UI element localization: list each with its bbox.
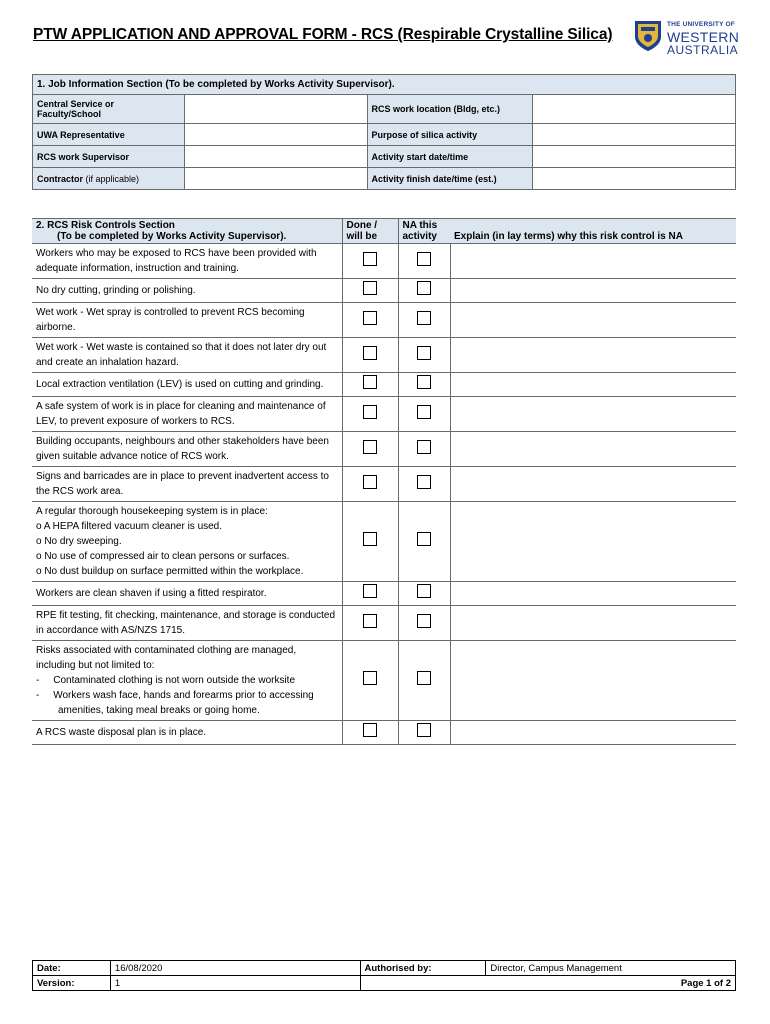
na-checkbox[interactable] — [417, 475, 431, 489]
risk-control-row — [32, 641, 736, 721]
na-checkbox[interactable] — [417, 281, 431, 295]
explain-field[interactable] — [450, 373, 736, 397]
form-title: PTW APPLICATION AND APPROVAL FORM - RCS (Respirable Crystalline Silica) — [33, 26, 613, 43]
explain-field[interactable] — [450, 244, 736, 279]
col-na-line2: activity — [402, 231, 437, 242]
done-cell — [342, 606, 398, 641]
risk-control-text — [32, 721, 342, 745]
done-checkbox[interactable] — [363, 311, 377, 325]
risk-control-main-text: A safe system of work is in place for cleaning and maintenance of LEV, to prevent exposure of workers to RCS. — [36, 401, 326, 427]
done-checkbox[interactable] — [363, 375, 377, 389]
done-checkbox[interactable] — [363, 440, 377, 454]
risk-control-main-text: Local extraction ventilation (LEV) is used on cutting and grinding. — [36, 379, 324, 390]
label-contractor-text: Contractor — [37, 173, 84, 184]
section2-heading — [32, 219, 342, 244]
risk-control-row — [32, 397, 736, 432]
na-checkbox[interactable] — [417, 375, 431, 389]
col-done-line1: Done / — [346, 220, 378, 231]
field-work-supervisor[interactable] — [184, 146, 367, 168]
risk-control-sub-item: o A HEPA filtered vacuum cleaner is used. — [36, 521, 223, 532]
label-contractor-suffix: (if applicable) — [85, 173, 140, 184]
risk-control-text — [32, 606, 342, 641]
explain-field[interactable] — [450, 582, 736, 606]
done-checkbox[interactable] — [363, 346, 377, 360]
explain-field[interactable] — [450, 303, 736, 338]
risk-control-row — [32, 373, 736, 397]
done-cell — [342, 721, 398, 745]
section1-heading: 1. Job Information Section (To be completed by Works Activity Supervisor). — [33, 75, 736, 95]
na-cell — [398, 502, 450, 582]
logo-line2: WESTERN — [667, 28, 740, 45]
field-central-service[interactable] — [184, 95, 367, 124]
label-finish-date: Activity finish date/time (est.) — [367, 168, 533, 190]
version-value: 1 — [110, 976, 360, 991]
risk-control-sub-item: o No dry sweeping. — [36, 536, 122, 547]
na-checkbox[interactable] — [417, 311, 431, 325]
na-checkbox[interactable] — [417, 584, 431, 598]
explain-field[interactable] — [450, 467, 736, 502]
na-checkbox[interactable] — [417, 671, 431, 685]
label-central-service: Central Service or Faculty/School — [33, 95, 185, 124]
explain-field[interactable] — [450, 606, 736, 641]
logo-wordmark — [667, 19, 739, 56]
risk-control-row — [32, 502, 736, 582]
risk-control-main-text: Signs and barricades are in place to prevent inadvertent access to the RCS work area. — [36, 471, 329, 497]
field-work-location[interactable] — [533, 95, 736, 124]
risk-control-bullet: - Workers wash face, hands and forearms prior to accessing amenities, taking meal breaks or going home. — [36, 690, 317, 716]
na-checkbox[interactable] — [417, 614, 431, 628]
risk-control-main-text: Building occupants, neighbours and other stakeholders have been given suitable advance notice of RCS work. — [36, 436, 329, 462]
risk-control-row — [32, 467, 736, 502]
done-checkbox[interactable] — [363, 671, 377, 685]
done-checkbox[interactable] — [363, 584, 377, 598]
explain-field[interactable] — [450, 641, 736, 721]
done-checkbox[interactable] — [363, 252, 377, 266]
done-cell — [342, 641, 398, 721]
page-number: Page 1 of 2 — [360, 976, 735, 991]
explain-field[interactable] — [450, 721, 736, 745]
na-cell — [398, 373, 450, 397]
risk-control-main-text: RPE fit testing, fit checking, maintenance, and storage is conducted in accordance with AS/NZS 1715. — [36, 610, 336, 636]
explain-field[interactable] — [450, 397, 736, 432]
col-done-header — [342, 219, 398, 244]
na-checkbox[interactable] — [417, 440, 431, 454]
na-checkbox[interactable] — [417, 723, 431, 737]
label-uwa-representative: UWA Representative — [33, 124, 185, 146]
job-information-table — [32, 74, 736, 190]
na-cell — [398, 606, 450, 641]
done-cell — [342, 432, 398, 467]
risk-control-text — [32, 279, 342, 303]
done-cell — [342, 303, 398, 338]
na-cell — [398, 397, 450, 432]
date-label: Date: — [33, 961, 111, 976]
col-na-line1: NA this — [402, 220, 438, 231]
risk-control-row — [32, 303, 736, 338]
explain-field[interactable] — [450, 338, 736, 373]
risk-control-main-text: Risks associated with contaminated clothing are managed, including but not limited to: — [36, 645, 297, 671]
na-cell — [398, 303, 450, 338]
risk-control-main-text: A regular thorough housekeeping system is in place: — [36, 506, 268, 517]
risk-control-main-text: No dry cutting, grinding or polishing. — [36, 285, 196, 296]
logo-line1: THE UNIVERSITY OF — [667, 21, 735, 28]
done-cell — [342, 244, 398, 279]
done-checkbox[interactable] — [363, 614, 377, 628]
risk-control-main-text: Workers are clean shaven if using a fitted respirator. — [36, 588, 267, 599]
uwa-logo — [633, 19, 740, 57]
label-work-location: RCS work location (Bldg, etc.) — [367, 95, 533, 124]
risk-control-text — [32, 373, 342, 397]
risk-control-text — [32, 338, 342, 373]
na-cell — [398, 467, 450, 502]
risk-control-text — [32, 303, 342, 338]
risk-control-row — [32, 432, 736, 467]
field-purpose[interactable] — [533, 124, 736, 146]
crest-icon — [633, 19, 663, 53]
na-cell — [398, 582, 450, 606]
done-cell — [342, 373, 398, 397]
field-start-date[interactable] — [533, 146, 736, 168]
na-cell — [398, 432, 450, 467]
label-purpose: Purpose of silica activity — [367, 124, 533, 146]
risk-control-text — [32, 467, 342, 502]
risk-control-sub-item: o No dust buildup on surface permitted within the workplace. — [36, 566, 304, 577]
risk-control-text — [32, 582, 342, 606]
na-checkbox[interactable] — [417, 532, 431, 546]
risk-control-main-text: A RCS waste disposal plan is in place. — [36, 727, 207, 738]
done-cell — [342, 467, 398, 502]
risk-control-bullet: - Contaminated clothing is not worn outside the worksite — [36, 675, 296, 686]
done-checkbox[interactable] — [363, 723, 377, 737]
field-uwa-representative[interactable] — [184, 124, 367, 146]
explain-field[interactable] — [450, 432, 736, 467]
risk-control-text — [32, 244, 342, 279]
na-cell — [398, 244, 450, 279]
risk-control-text — [32, 432, 342, 467]
risk-control-row — [32, 606, 736, 641]
section2-heading-line2: (To be completed by Works Activity Supervisor). — [57, 231, 287, 242]
authorised-label: Authorised by: — [360, 961, 486, 976]
na-checkbox[interactable] — [417, 405, 431, 419]
risk-control-row — [32, 279, 736, 303]
na-cell — [398, 338, 450, 373]
risk-control-text — [32, 502, 342, 582]
risk-control-row — [32, 244, 736, 279]
date-value: 16/08/2020 — [110, 961, 360, 976]
risk-control-main-text: Workers who may be exposed to RCS have been provided with adequate information, instruction and training. — [36, 248, 317, 274]
explain-field[interactable] — [450, 279, 736, 303]
risk-control-text — [32, 397, 342, 432]
na-checkbox[interactable] — [417, 252, 431, 266]
done-cell — [342, 279, 398, 303]
done-cell — [342, 502, 398, 582]
label-start-date: Activity start date/time — [367, 146, 533, 168]
risk-control-row — [32, 338, 736, 373]
done-checkbox[interactable] — [363, 281, 377, 295]
label-work-supervisor: RCS work Supervisor — [33, 146, 185, 168]
label-contractor — [33, 168, 185, 190]
field-contractor[interactable] — [184, 168, 367, 190]
col-explain-header: Explain (in lay terms) why this risk control is NA — [450, 219, 736, 244]
done-checkbox[interactable] — [363, 405, 377, 419]
done-checkbox[interactable] — [363, 475, 377, 489]
done-cell — [342, 338, 398, 373]
version-label: Version: — [33, 976, 111, 991]
done-checkbox[interactable] — [363, 532, 377, 546]
risk-control-main-text: Wet work - Wet waste is contained so that it does not later dry out and create an inhalation hazard. — [36, 342, 327, 368]
risk-control-sub-item: o No use of compressed air to clean persons or surfaces. — [36, 551, 290, 562]
explain-field[interactable] — [450, 502, 736, 582]
logo-line3: AUSTRALIA — [667, 42, 739, 57]
col-na-header — [398, 219, 450, 244]
done-cell — [342, 582, 398, 606]
field-finish-date[interactable] — [533, 168, 736, 190]
risk-control-row — [32, 582, 736, 606]
na-cell — [398, 721, 450, 745]
risk-controls-table — [32, 218, 736, 745]
footer-table — [32, 960, 736, 991]
risk-control-main-text: Wet work - Wet spray is controlled to prevent RCS becoming airborne. — [36, 307, 305, 333]
na-cell — [398, 641, 450, 721]
na-checkbox[interactable] — [417, 346, 431, 360]
risk-control-row — [32, 721, 736, 745]
authorised-value: Director, Campus Management — [486, 961, 736, 976]
col-done-line2: will be — [346, 231, 378, 242]
done-cell — [342, 397, 398, 432]
section2-heading-line1: 2. RCS Risk Controls Section — [36, 220, 175, 231]
na-cell — [398, 279, 450, 303]
risk-control-text — [32, 641, 342, 721]
